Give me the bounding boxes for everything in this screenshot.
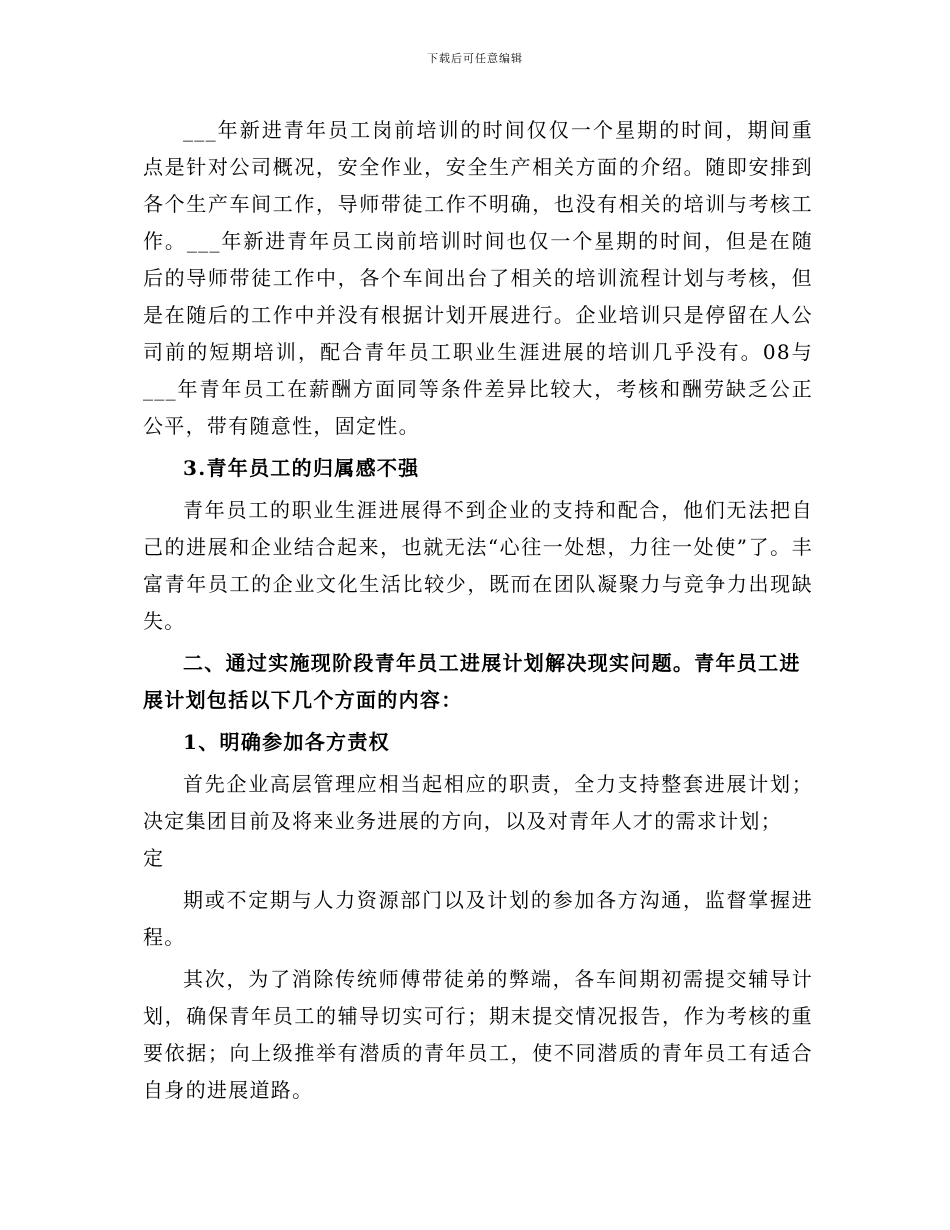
paragraph-mentoring: 其次，为了消除传统师傅带徒弟的弊端，各车间期初需提交辅导计划，确保青年员工的辅导切实可行；期末提交情况报告，作为考核的重要依据；向上级推举有潜质的青年员工，使不同潜质的青年员工有适合自身的进展道路。 [143, 967, 813, 1102]
paragraph-belonging: 青年员工的职业生涯进展得不到企业的支持和配合，他们无法把自己的进展和企业结合起来，也就无法“心往一处想，力往一处使”了。丰富青年员工的企业文化生活比较少，既而在团队凝聚力与竞争力出现缺失。 [143, 498, 813, 633]
section-heading-development-plan: 二、通过实施现阶段青年员工进展计划解决现实问题。青年员工进展计划包括以下几个方面的内容： [143, 651, 801, 712]
document-body [143, 112, 813, 1109]
page-header: 下载后可任意编辑 [427, 52, 523, 65]
paragraph-management-duties: 首先企业高层管理应相当起相应的职责，全力支持整套进展计划；决定集团目前及将来业务进展的方向，以及对青年人才的需求计划； [143, 772, 813, 833]
paragraph-training-history: ___年新进青年员工岗前培训的时间仅仅一个星期的时间，期间重点是针对公司概况，安全作业，安全生产相关方面的介绍。随即安排到各个生产车间工作，导师带徒工作不明确，也没有相关的培训与考核工作。___年新进青年员工岗前培训时间也仅一个星期的时间，但是在随后的导师带徒工作中，各个车间出台了相关的培训流程计划与考核，但是在随后的工作中并没有根据计划开展进行。企业培训只是停留在人公司前的短期培训，配合青年员工职业生涯进展的培训几乎没有。08与___年青年员工在薪酬方面同等条件差异比较大，考核和酬劳缺乏公正公平，带有随意性，固定性。 [143, 118, 813, 438]
subsection-heading-responsibilities: 1、明确参加各方责权 [183, 730, 390, 754]
section-heading-belonging: 3.青年员工的归属感不强 [183, 456, 420, 480]
paragraph-communication: 期或不定期与人力资源部门以及计划的参加各方沟通，监督掌握进程。 [143, 888, 813, 949]
paragraph-management-duties-tail: 定 [143, 846, 165, 870]
